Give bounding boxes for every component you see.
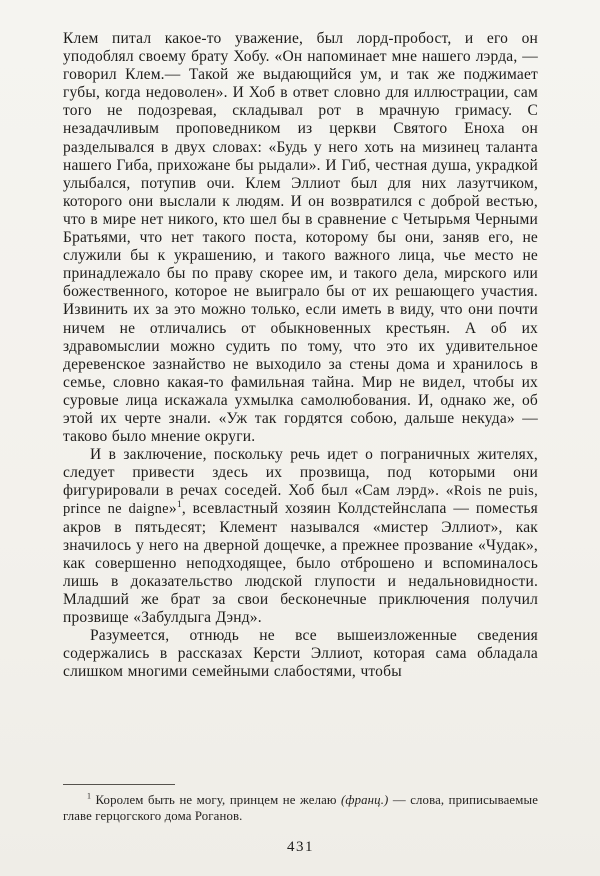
footnote-language-note: (франц.): [341, 793, 389, 807]
paragraph-3: Разумеется, отнюдь не все вышеизложенные сведения содержались в рассказах Керсти Эллиот, которая сама обладала слишком многими семейными слабостями, чтобы: [63, 627, 538, 681]
text-block: [63, 30, 538, 681]
footnote: [63, 792, 538, 824]
footnote-reference: 1: [176, 499, 182, 511]
paragraph-2: [63, 446, 538, 627]
footnote-text: Королем быть не могу, принцем не желаю: [91, 793, 342, 807]
footnote-marker: 1: [87, 791, 92, 801]
page-number: 431: [287, 839, 314, 855]
footnote-area: [63, 784, 538, 824]
paragraph-2-segment-1: И в заключение, поскольку речь идет о пограничных жителях, следует привести здесь их прозвища, под которыми они фигурировали в речах соседей. Хоб был «Сам лэрд». «: [63, 446, 538, 500]
footnote-text-tail: — слова, приписываемые главе герцогского дома Роганов.: [63, 793, 539, 823]
footnote-separator: [63, 784, 175, 785]
paragraph-2-segment-3: »: [168, 500, 177, 518]
french-quotation: Rois ne puis, prince ne daigne: [63, 483, 538, 518]
paragraph-2-segment-5: , всевластный хозяин Колдстейнслапа — поместья акров в пятьдесят; Клемент назывался «мистер Эллиот», как значилось у него на дверной дощечке, а прежнее прозвание «Чудак», как совершенно неподходящее, было отброшено и вспоминалось лишь в доказательство людской глупости и недальновидности. Младший же брат за свои бесконечные приключения получил прозвище «Забулдыга Дэнд».: [63, 500, 538, 626]
paragraph-1: Клем питал какое-то уважение, был лорд-пробост, и его он уподоблял своему брату Хобу. «Он напоминает мне нашего лэрда, — говорил Клем.— Такой же выдающийся ум, и так же поджимает губы, когда недоволен». И Хоб в ответ словно для иллюстрации, сам того не подозревая, складывал рот в мрачную гримасу. С незадачливым проповедником из церкви Святого Еноха он разделывался в двух словах: «Будь у него хоть на мизинец таланта нашего Гиба, прихожане бы рыдали». И Гиб, честная душа, украдкой улыбался, потупив очи. Клем Эллиот был для них лазутчиком, которого они выслали к людям. И он возвратился с доброй вестью, что в мире нет никого, кто шел бы в сравнение с Четырьмя Черными Братьями, что нет такого поста, которому бы они, заняв его, не служили бы к украшению, и такого важного лица, чье место не принадлежало бы по праву скорее им, и такого дела, мирского или божественного, которое не выиграло бы от их решающего участия. Извинить их за это можно только, если иметь в виду, что они почти ничем не отличались от обыкновенных крестьян. А об их здравомыслии можно судить по тому, что это их удивительное деревенское зазнайство не выходило за стены дома и хранилось в семье, словно какая-то фамильная тайна. Мир не видел, чтобы их суровые лица искажала ухмылка самолюбования. И, однако же, об этой их черте знали. «Уж так гордятся собою, дальше некуда» — таково было мнение округи.: [63, 30, 538, 446]
